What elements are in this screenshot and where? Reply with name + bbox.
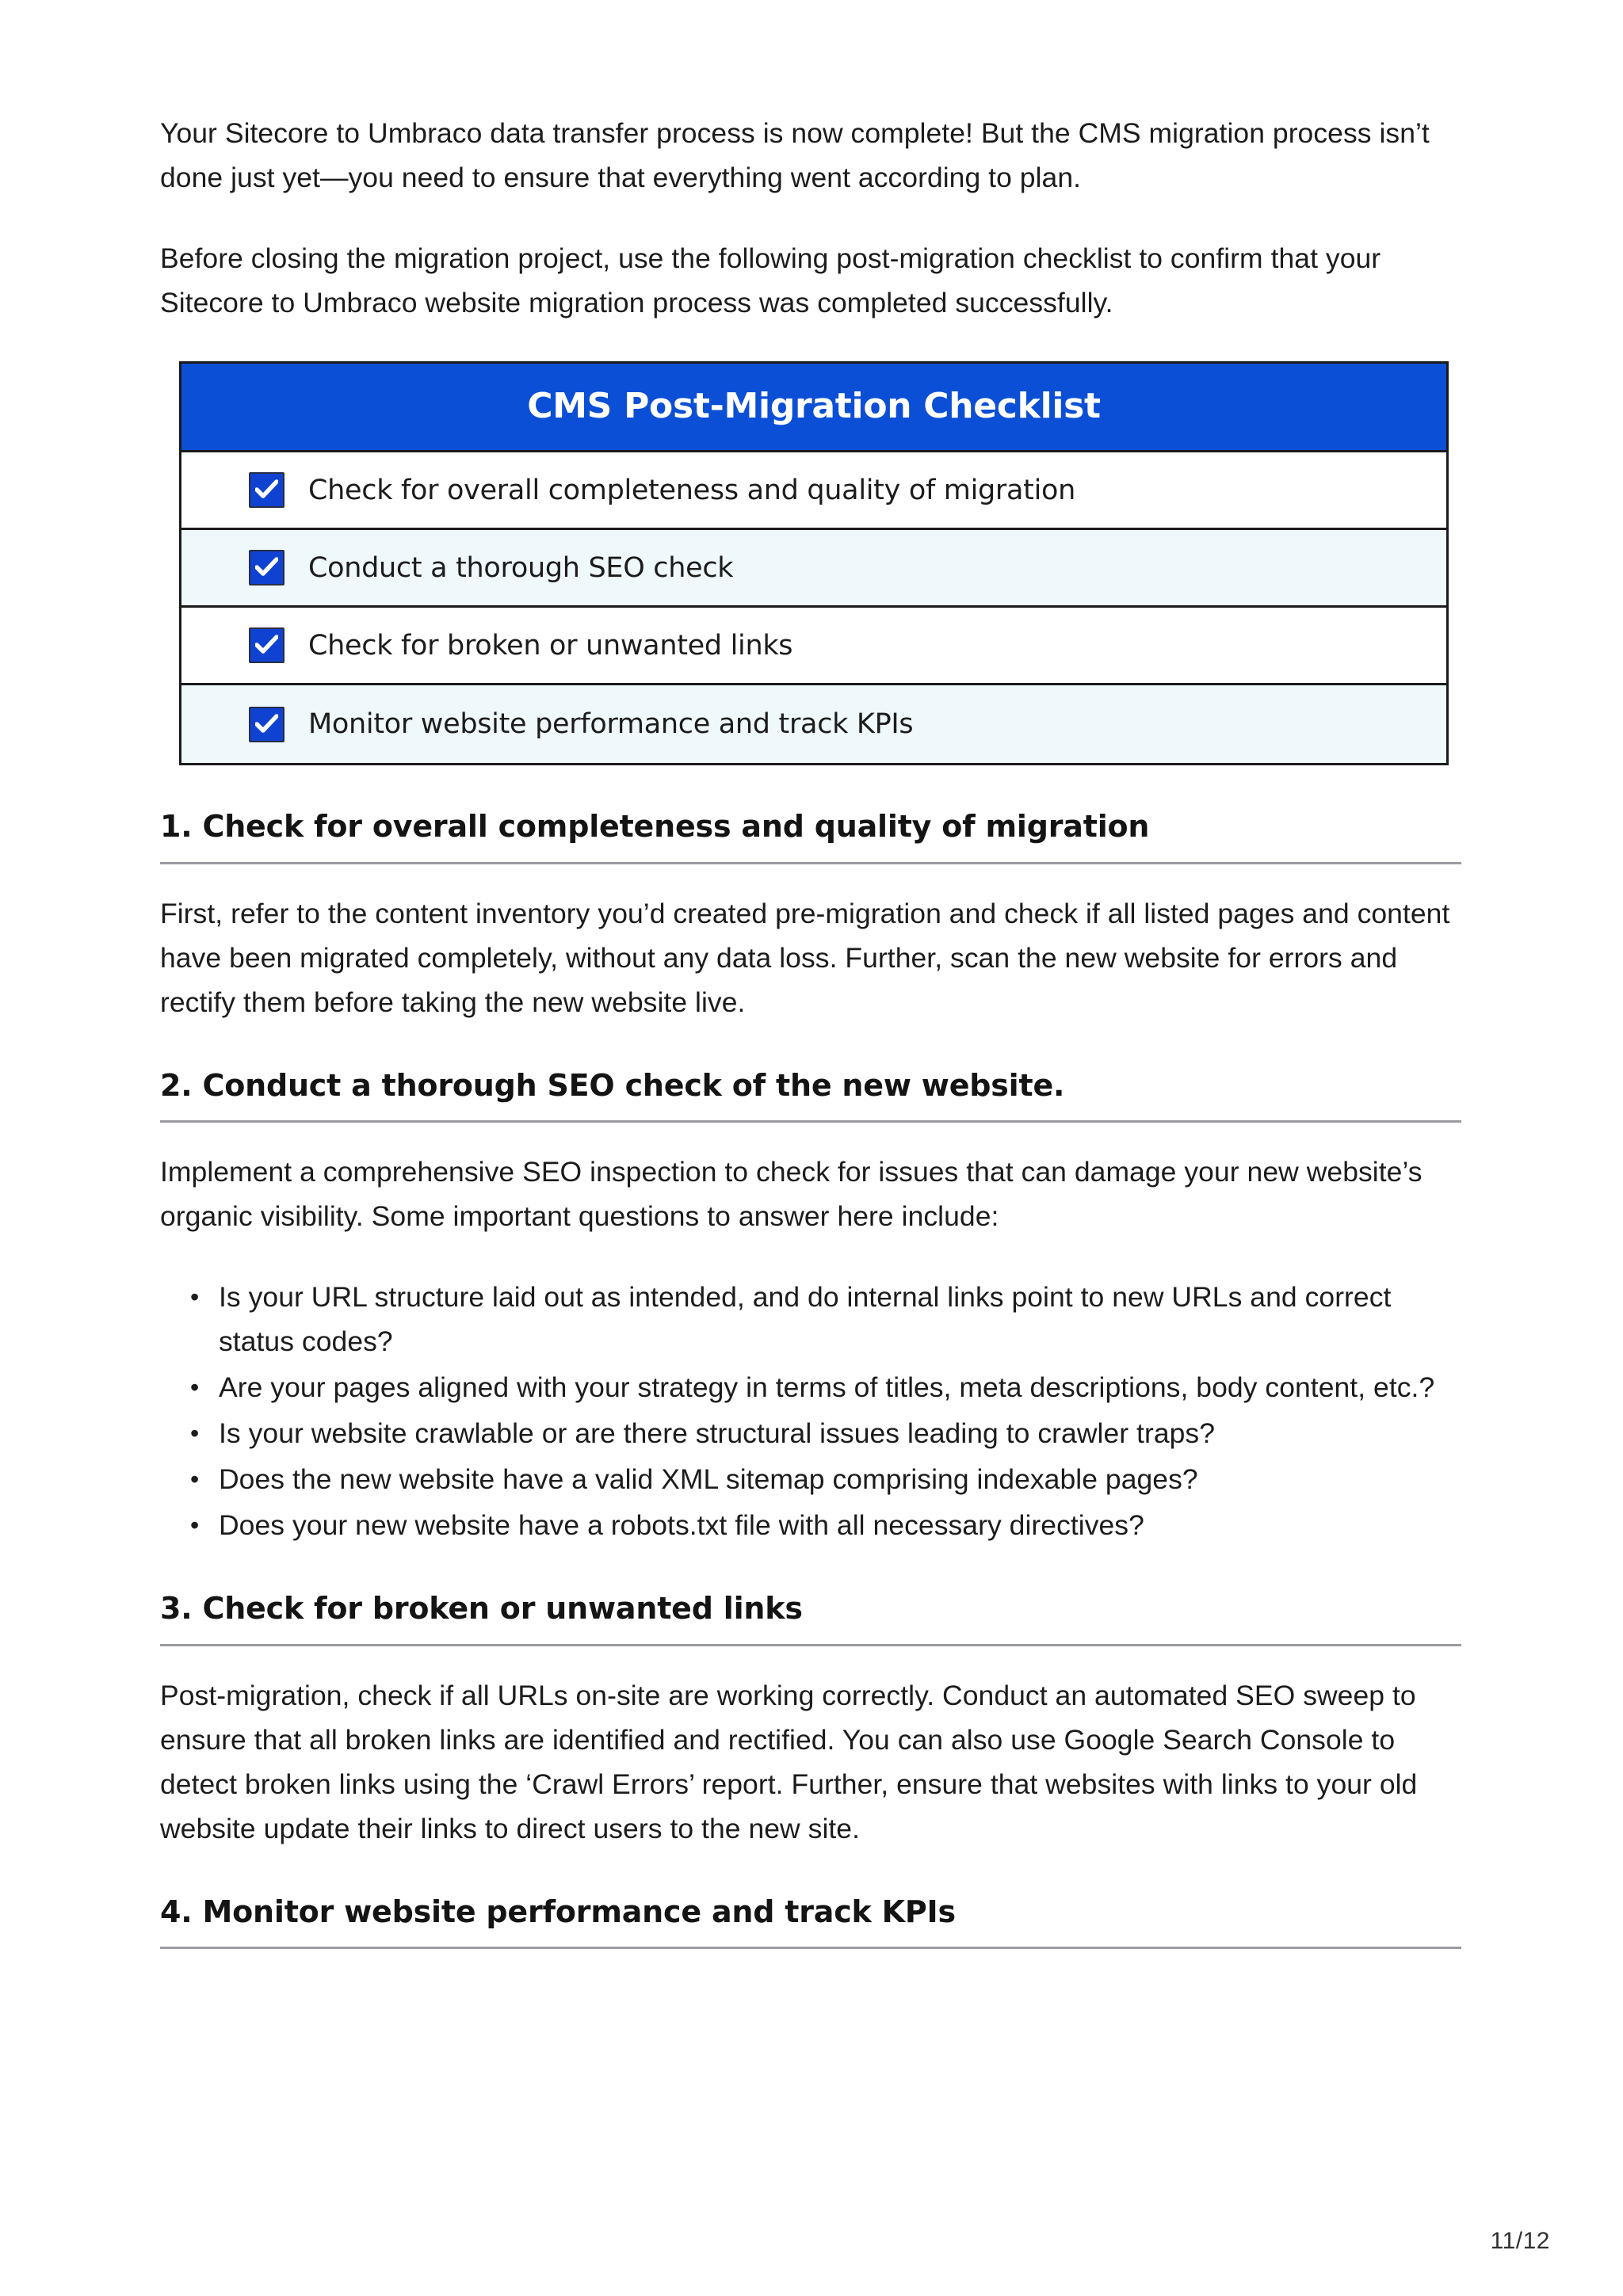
checklist-item-label: Check for broken or unwanted links bbox=[308, 629, 793, 662]
checklist-item-1[interactable] bbox=[181, 452, 1446, 530]
section-divider bbox=[160, 1120, 1461, 1123]
document-content bbox=[160, 111, 1461, 1976]
section-1 bbox=[160, 808, 1461, 1024]
intro-paragraph-2: Before closing the migration project, use the following post-migration checklist to confirm that your Sitecore to Umbraco website migration process was completed successfully. bbox=[160, 242, 1381, 318]
checklist-title: CMS Post-Migration Checklist bbox=[181, 364, 1446, 452]
checkbox-checked-icon[interactable] bbox=[249, 550, 285, 585]
section-divider bbox=[160, 1947, 1461, 1949]
checkbox-checked-icon[interactable] bbox=[249, 472, 285, 508]
checklist-item-label: Monitor website performance and track KPIs bbox=[308, 708, 914, 740]
section-heading: 4. Monitor website performance and track KPIs bbox=[160, 1894, 956, 1929]
section-4 bbox=[160, 1894, 1461, 1950]
list-item: • Does the new website have a valid XML sitemap comprising indexable pages? bbox=[219, 1457, 1461, 1501]
section-paragraph: First, refer to the content inventory you’d created pre-migration and check if all listed pages and content have been migrated completely, without any data loss. Further, scan the new website for errors and rectify them before taking the new website live. bbox=[160, 897, 1450, 1018]
checklist-item-3[interactable] bbox=[181, 608, 1446, 685]
checkbox-checked-icon[interactable] bbox=[249, 707, 285, 742]
intro-paragraph-1: Your Sitecore to Umbraco data transfer process is now complete! But the CMS migration process isn’t done just yet—you need to ensure that everything went according to plan. bbox=[160, 117, 1430, 193]
list-item: • Is your website crawlable or are there structural issues leading to crawler traps? bbox=[219, 1411, 1461, 1455]
page-number: 11/12 bbox=[1490, 2228, 1550, 2254]
checklist-item-label: Conduct a thorough SEO check bbox=[308, 551, 734, 584]
section-3 bbox=[160, 1590, 1461, 1851]
section-paragraph: Implement a comprehensive SEO inspection to check for issues that can damage your new website’s organic visibility. Some important questions to answer here include: bbox=[160, 1156, 1423, 1232]
section-2 bbox=[160, 1067, 1461, 1548]
list-item: • Are your pages aligned with your strategy in terms of titles, meta descriptions, body content, etc.? bbox=[219, 1365, 1461, 1409]
checklist-item-label: Check for overall completeness and quality of migration bbox=[308, 474, 1076, 506]
checklist-item-2[interactable] bbox=[181, 530, 1446, 608]
list-item: • Is your URL structure laid out as intended, and do internal links point to new URLs and correct status codes? bbox=[219, 1275, 1461, 1363]
section-heading: 2. Conduct a thorough SEO check of the new website. bbox=[160, 1067, 1065, 1103]
section-heading: 3. Check for broken or unwanted links bbox=[160, 1591, 803, 1626]
checklist-item-4[interactable] bbox=[181, 685, 1446, 763]
seo-question-list bbox=[160, 1275, 1461, 1547]
section-heading: 1. Check for overall completeness and quality of migration bbox=[160, 809, 1150, 844]
list-item: • Does your new website have a robots.txt file with all necessary directives? bbox=[219, 1503, 1461, 1547]
section-divider bbox=[160, 1644, 1461, 1646]
section-paragraph: Post-migration, check if all URLs on-site are working correctly. Conduct an automated SEO sweep to ensure that all broken links are identified and rectified. You can also use Google Search Console to detect broken links using the ‘Crawl Errors’ report. Further, ensure that websites with links to your old website update their links to direct users to the new site. bbox=[160, 1679, 1418, 1844]
cms-post-migration-checklist bbox=[179, 361, 1449, 765]
checkbox-checked-icon[interactable] bbox=[249, 627, 285, 663]
section-divider bbox=[160, 862, 1461, 864]
